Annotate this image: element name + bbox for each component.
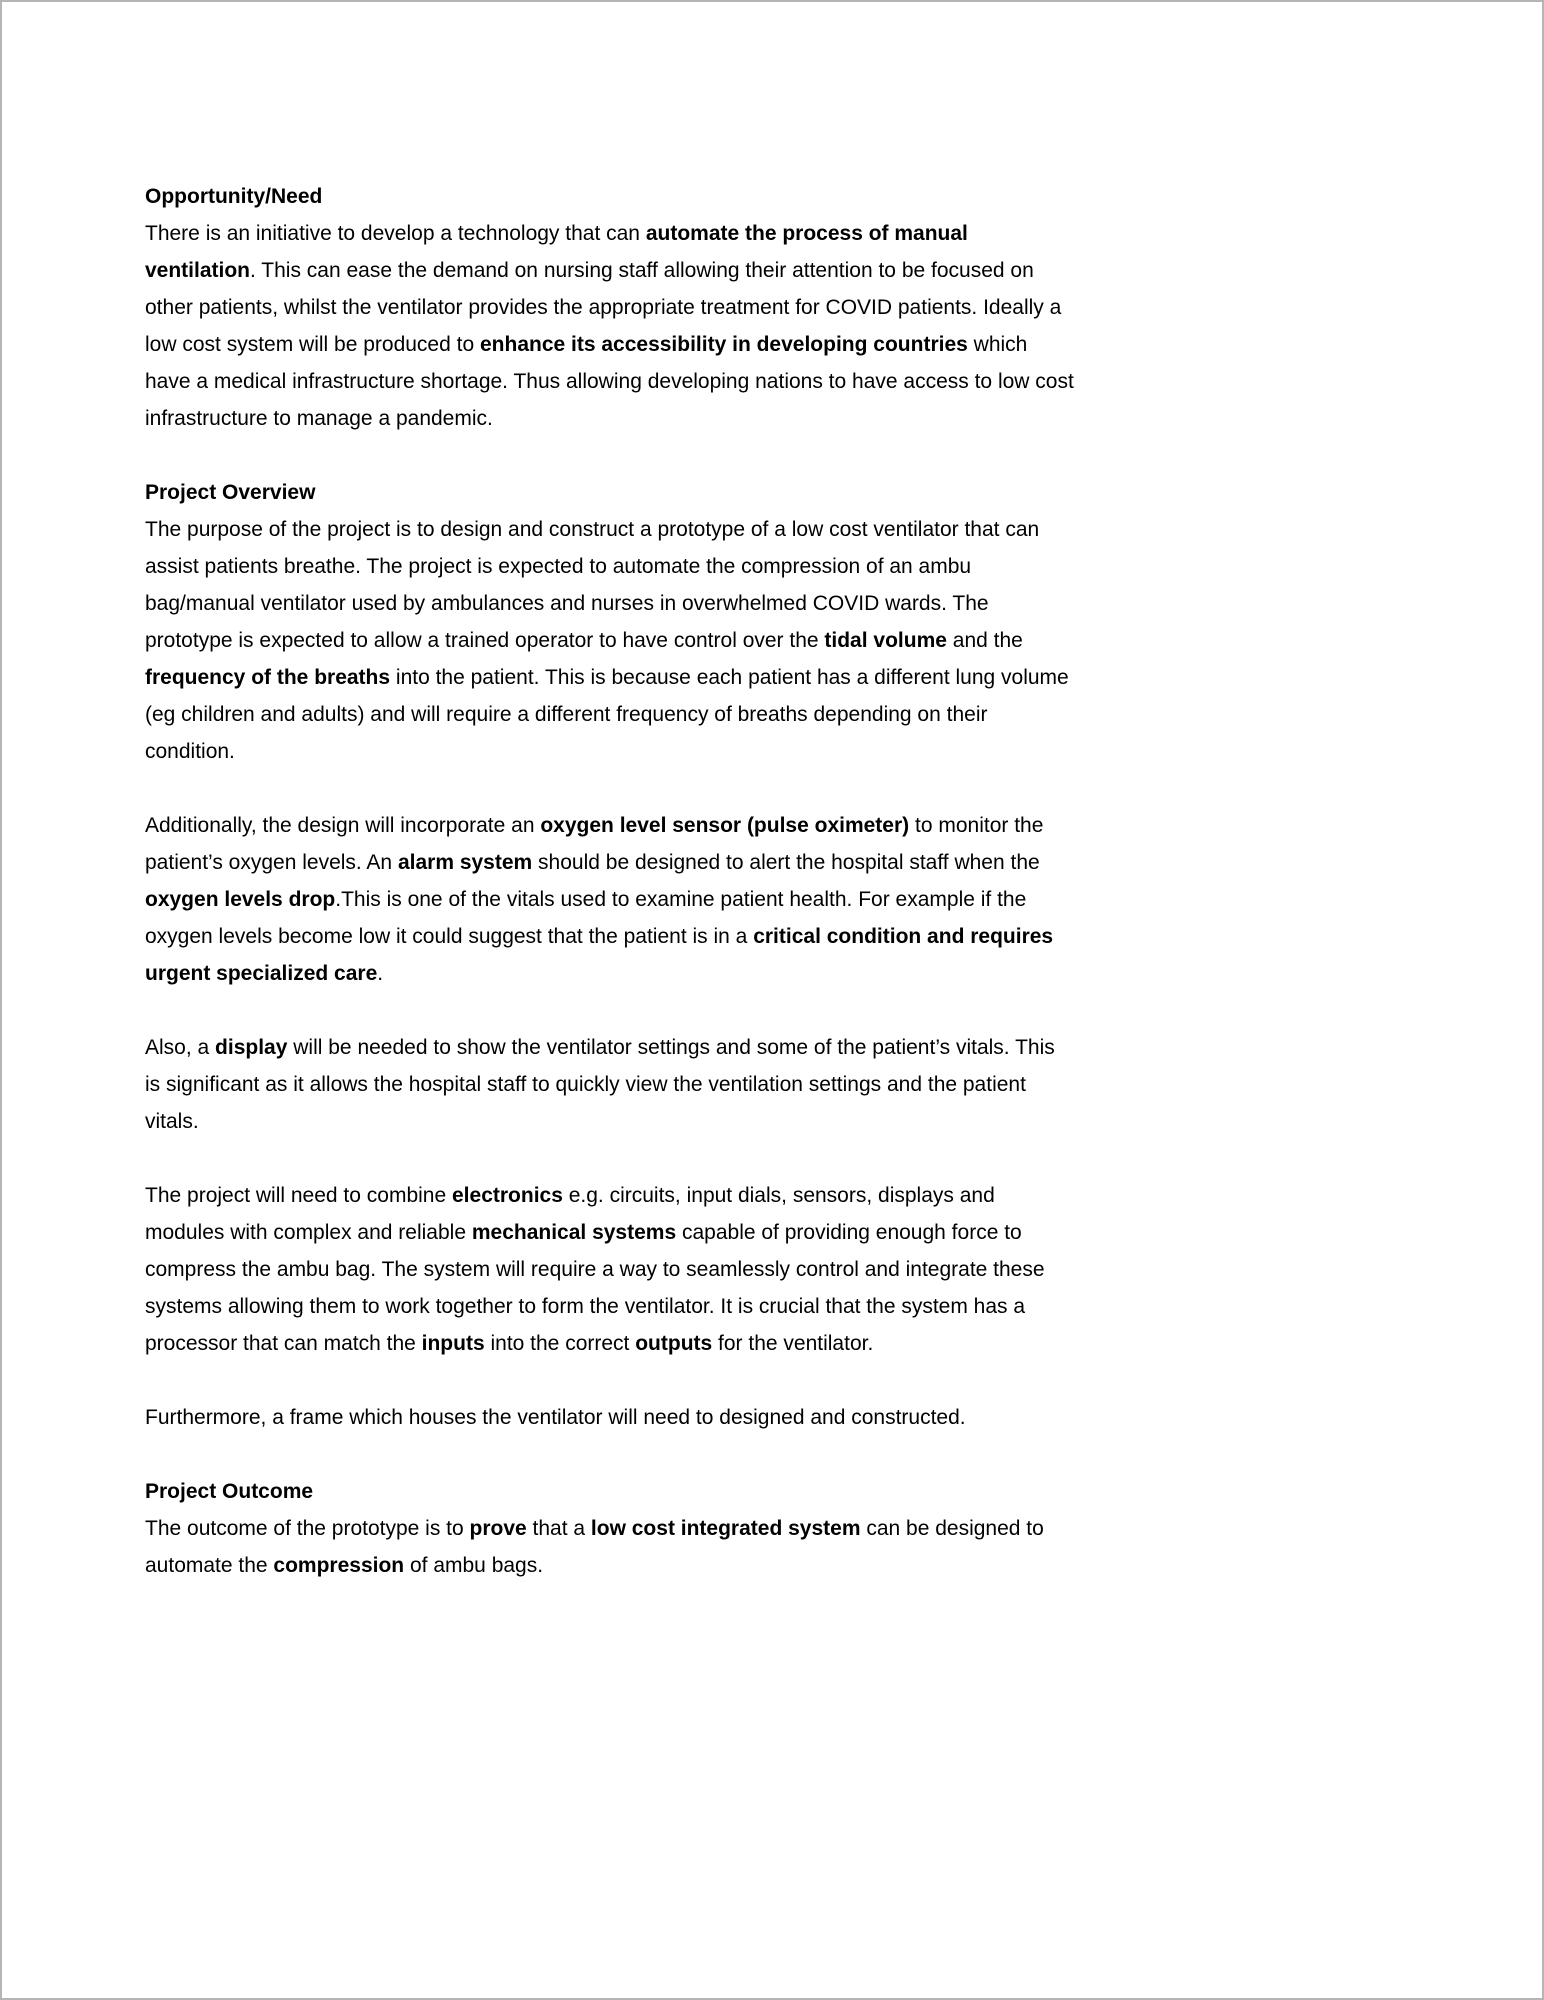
project-overview-paragraph-2 bbox=[145, 807, 1075, 992]
text-run: . This can ease the demand on nursing staff allowing their attention to be focused on other patients, whilst the ventilator provides the appropriate treatment for COVID patients. Ideally a low cost system will be produced to bbox=[145, 259, 1062, 356]
bold-text-run: display bbox=[215, 1036, 288, 1059]
text-run: The project will need to combine bbox=[145, 1184, 452, 1207]
opportunity-need-heading bbox=[145, 178, 1075, 215]
bold-text-run: oxygen levels drop bbox=[145, 888, 336, 911]
opportunity-need-paragraph bbox=[145, 215, 1075, 437]
project-overview-paragraph-5 bbox=[145, 1399, 1075, 1436]
text-run: to monitor the patient’s oxygen levels. An bbox=[145, 814, 1044, 874]
text-run: of ambu bags. bbox=[404, 1554, 544, 1577]
text-run: .This is one of the vitals used to examine patient health. For example if the oxygen levels become low it could suggest that the patient is in a bbox=[145, 888, 1027, 948]
text-run: e.g. circuits, input dials, sensors, displays and modules with complex and reliable bbox=[145, 1184, 995, 1244]
text-run: into the patient. This is because each patient has a different lung volume (eg children and adults) and will require a different frequency of breaths depending on their condition. bbox=[145, 666, 1069, 763]
bold-text-run: critical condition and requires urgent specialized care bbox=[145, 925, 1054, 985]
bold-text-run: compression bbox=[273, 1554, 405, 1577]
text-run: can be designed to automate the bbox=[145, 1517, 1044, 1577]
bold-text-run: Project Overview bbox=[145, 481, 316, 504]
text-run: will be needed to show the ventilator settings and some of the patient’s vitals. This is significant as it allows the hospital staff to quickly view the ventilation settings and the patient vitals. bbox=[145, 1036, 1055, 1133]
project-outcome-heading bbox=[145, 1473, 1075, 1510]
bold-text-run: low cost integrated system bbox=[590, 1517, 861, 1540]
bold-text-run: inputs bbox=[421, 1332, 485, 1355]
bold-text-run: outputs bbox=[635, 1332, 713, 1355]
text-run: and the bbox=[946, 629, 1023, 652]
text-run: . bbox=[377, 962, 384, 985]
document-content bbox=[145, 178, 1075, 1584]
project-overview-paragraph-4 bbox=[145, 1177, 1075, 1362]
text-run: which have a medical infrastructure shortage. Thus allowing developing nations to have access to low cost infrastructure to manage a pandemic. bbox=[145, 333, 1074, 430]
bold-text-run: Opportunity/Need bbox=[145, 185, 323, 208]
bold-text-run: mechanical systems bbox=[471, 1221, 677, 1244]
text-run: capable of providing enough force to compress the ambu bag. The system will require a way to seamlessly control and integrate these systems allowing them to work together to form the ventilator. It is crucial that the system has a processor that can match the bbox=[145, 1221, 1045, 1355]
text-run: for the ventilator. bbox=[712, 1332, 874, 1355]
bold-text-run: electronics bbox=[452, 1184, 563, 1207]
bold-text-run: tidal volume bbox=[824, 629, 947, 652]
bold-text-run: automate the process of manual ventilation bbox=[145, 222, 968, 282]
text-run: Additionally, the design will incorporate an bbox=[145, 814, 541, 837]
text-run: should be designed to alert the hospital staff when the bbox=[532, 851, 1040, 874]
project-overview-paragraph-3 bbox=[145, 1029, 1075, 1140]
text-run: that a bbox=[526, 1517, 591, 1540]
text-run: Also, a bbox=[145, 1036, 216, 1059]
project-outcome-paragraph bbox=[145, 1510, 1075, 1584]
bold-text-run: alarm system bbox=[397, 851, 533, 874]
text-run: Furthermore, a frame which houses the ventilator will need to designed and constructed. bbox=[145, 1406, 966, 1429]
bold-text-run: oxygen level sensor (pulse oximeter) bbox=[540, 814, 910, 837]
bold-text-run: Project Outcome bbox=[145, 1480, 314, 1503]
bold-text-run: enhance its accessibility in developing countries bbox=[479, 333, 968, 356]
project-overview-heading bbox=[145, 474, 1075, 511]
text-run: into the correct bbox=[484, 1332, 636, 1355]
bold-text-run: frequency of the breaths bbox=[145, 666, 391, 689]
text-run: The outcome of the prototype is to bbox=[145, 1517, 470, 1540]
bold-text-run: prove bbox=[469, 1517, 527, 1540]
text-run: The purpose of the project is to design and construct a prototype of a low cost ventilator that can assist patients breathe. The project is expected to automate the compression of an ambu bag/manual ventilator used by ambulances and nurses in overwhelmed COVID wards. The prototype is expected to allow a trained operator to have control over the bbox=[145, 518, 1040, 652]
project-overview-paragraph-1 bbox=[145, 511, 1075, 770]
text-run: There is an initiative to develop a technology that can bbox=[145, 222, 646, 245]
